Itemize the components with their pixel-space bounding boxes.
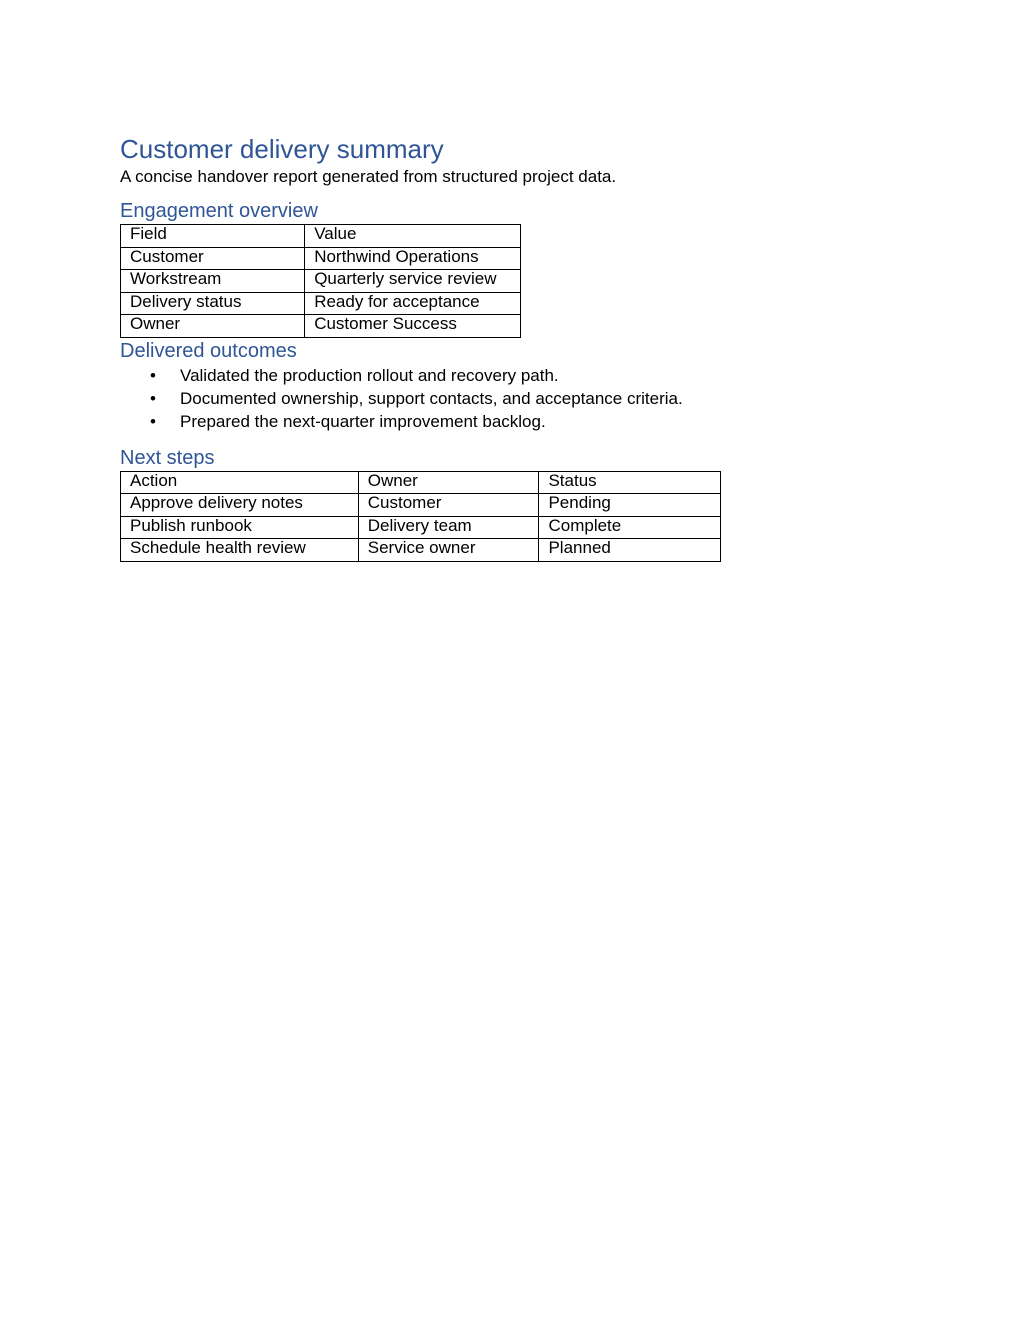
table-cell: Schedule health review — [121, 539, 359, 562]
next-steps-heading: Next steps — [120, 446, 215, 469]
table-cell: Workstream — [121, 270, 305, 293]
list-item-text: Validated the production rollout and recovery path. — [180, 365, 559, 385]
table-cell: Complete — [539, 516, 721, 539]
table-cell: Owner — [121, 315, 305, 338]
column-header-action: Action — [121, 471, 359, 494]
engagement-overview-heading: Engagement overview — [120, 200, 318, 222]
list-item-text: Documented ownership, support contacts, and acceptance criteria. — [180, 388, 683, 408]
bullet-icon: • — [150, 388, 156, 408]
table-cell: Customer — [358, 494, 539, 517]
table-row — [121, 292, 521, 315]
table-cell: Publish runbook — [121, 516, 359, 539]
list-item — [120, 364, 900, 387]
table-cell: Northwind Operations — [305, 247, 521, 270]
column-header-status: Status — [539, 471, 721, 494]
table-row — [121, 516, 721, 539]
column-header-owner: Owner — [358, 471, 539, 494]
bullet-icon: • — [150, 365, 156, 385]
table-row — [121, 315, 521, 338]
document-page — [120, 132, 900, 562]
table-row — [121, 494, 721, 517]
delivered-outcomes-heading: Delivered outcomes — [120, 339, 297, 362]
list-item — [120, 410, 900, 433]
table-cell: Pending — [539, 494, 721, 517]
table-cell: Ready for acceptance — [305, 292, 521, 315]
bullet-icon: • — [150, 411, 156, 431]
delivered-outcomes-list — [120, 364, 900, 433]
engagement-overview-table — [120, 224, 521, 338]
column-header-field: Field — [121, 225, 305, 248]
table-cell: Customer — [121, 247, 305, 270]
table-row — [121, 539, 721, 562]
column-header-value: Value — [305, 225, 521, 248]
table-cell: Approve delivery notes — [121, 494, 359, 517]
next-steps-table — [120, 471, 721, 562]
table-row — [121, 247, 521, 270]
list-item — [120, 387, 900, 410]
table-cell: Service owner — [358, 539, 539, 562]
table-header-row — [121, 471, 721, 494]
table-row — [121, 270, 521, 293]
table-cell: Quarterly service review — [305, 270, 521, 293]
table-cell: Customer Success — [305, 315, 521, 338]
document-title: Customer delivery summary — [120, 134, 444, 164]
table-header-row — [121, 225, 521, 248]
list-item-text: Prepared the next-quarter improvement backlog. — [180, 411, 546, 431]
table-cell: Planned — [539, 539, 721, 562]
document-subtitle: A concise handover report generated from structured project data. — [120, 167, 617, 186]
table-cell: Delivery team — [358, 516, 539, 539]
table-cell: Delivery status — [121, 292, 305, 315]
